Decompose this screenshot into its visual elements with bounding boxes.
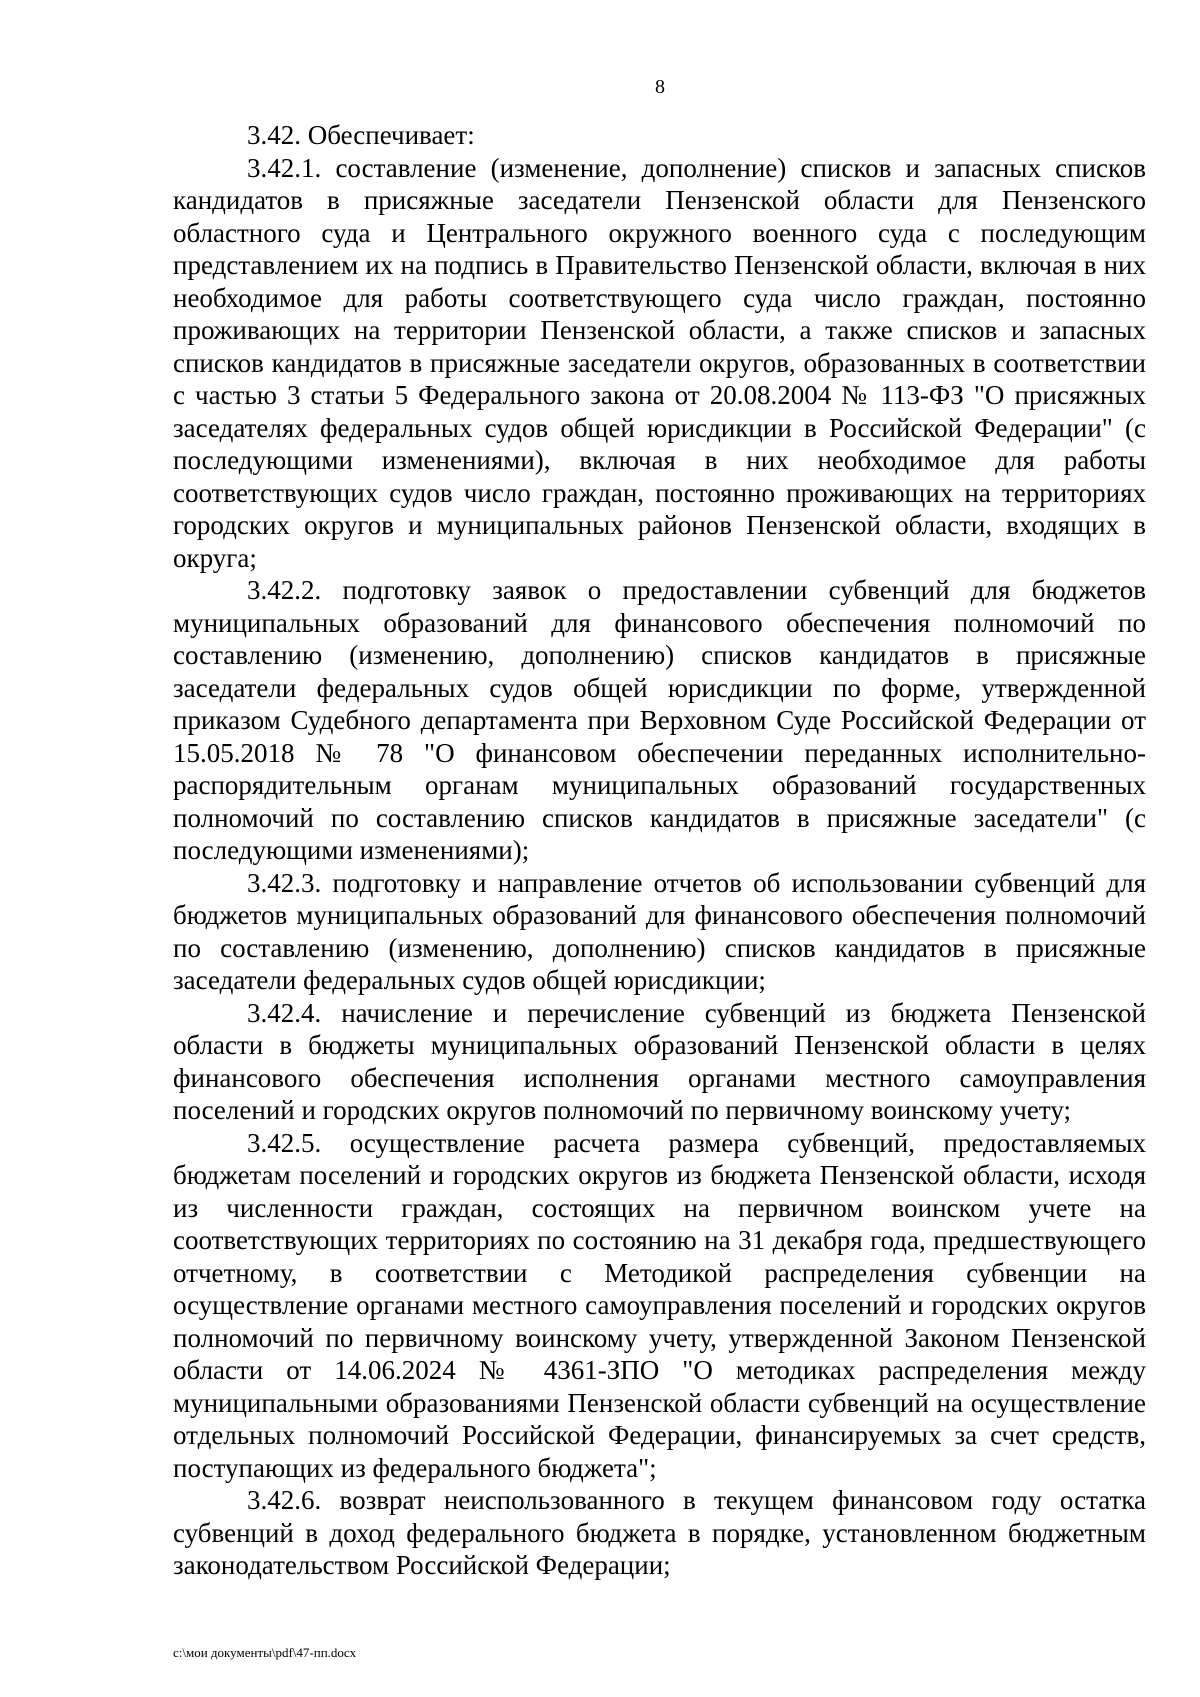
- paragraph-3-42-3: 3.42.3. подготовку и направление отчетов об использовании субвенций для бюджетов муниципальных образований для финансового обеспечения полномочий по составлению (изменению, дополнению) списков кандидатов в присяжные заседатели федеральных судов общей юрисдикции;: [173, 867, 1146, 995]
- document-body: [173, 119, 1146, 1582]
- paragraph-3-42-2: 3.42.2. подготовку заявок о предоставлении субвенций для бюджетов муниципальных образований для финансового обеспечения полномочий по составлению (изменению, дополнению) списков кандидатов в присяжные заседатели федеральных судов общей юрисдикции по форме, утвержденной приказом Судебного департамента при Верховном Суде Российской Федерации от 15.05.2018 № 78 "О финансовом обеспечении переданных исполнительно-распорядительным органам муниципальных образований государственных полномочий по составлению списков кандидатов в присяжные заседатели" (с последующими изменениями);: [173, 575, 1146, 865]
- footer-file-path: c:\мои документы\pdf\47-пп.docx: [173, 1645, 357, 1660]
- paragraph-3-42-4: 3.42.4. начисление и перечисление субвенций из бюджета Пензенской области в бюджеты муниципальных образований Пензенской области в целях финансового обеспечения исполнения органами местного самоуправления поселений и городских округов полномочий по первичному воинскому учету;: [173, 997, 1146, 1125]
- paragraph-3-42: 3.42. Обеспечивает:: [247, 120, 475, 150]
- page-number: 8: [655, 76, 665, 98]
- paragraph-3-42-1: 3.42.1. составление (изменение, дополнение) списков и запасных списков кандидатов в присяжные заседатели Пензенской области для Пензенского областного суда и Центрального окружного военного суда с последующим представлением их на подпись в Правительство Пензенской области, включая в них необходимое для работы соответствующего суда число граждан, постоянно проживающих на территории Пензенской области, а также списков и запасных списков кандидатов в присяжные заседатели округов, образованных в соответствии с частью 3 статьи 5 Федерального закона от 20.08.2004 № 113-ФЗ "О присяжных заседателях федеральных судов общей юрисдикции в Российской Федерации" (с последующими изменениями), включая в них необходимое для работы соответствующих судов число граждан, постоянно проживающих на территориях городских округов и муниципальных районов Пензенской области, входящих в округа;: [173, 152, 1146, 573]
- paragraph-3-42-6: 3.42.6. возврат неиспользованного в текущем финансовом году остатка субвенций в доход федерального бюджета в порядке, установленном бюджетным законодательством Российской Федерации;: [173, 1485, 1146, 1580]
- paragraph-3-42-5: 3.42.5. осуществление расчета размера субвенций, предоставляемых бюджетам поселений и городских округов из бюджета Пензенской области, исходя из численности граждан, состоящих на первичном воинском учете на соответствующих территориях по состоянию на 31 декабря года, предшествующего отчетному, в соответствии с Методикой распределения субвенции на осуществление органами местного самоуправления поселений и городских округов полномочий по первичному воинскому учету, утвержденной Законом Пензенской области от 14.06.2024 № 4361-ЗПО "О методиках распределения между муниципальными образованиями Пензенской области субвенций на осуществление отдельных полномочий Российской Федерации, финансируемых за счет средств, поступающих из федерального бюджета";: [173, 1127, 1146, 1483]
